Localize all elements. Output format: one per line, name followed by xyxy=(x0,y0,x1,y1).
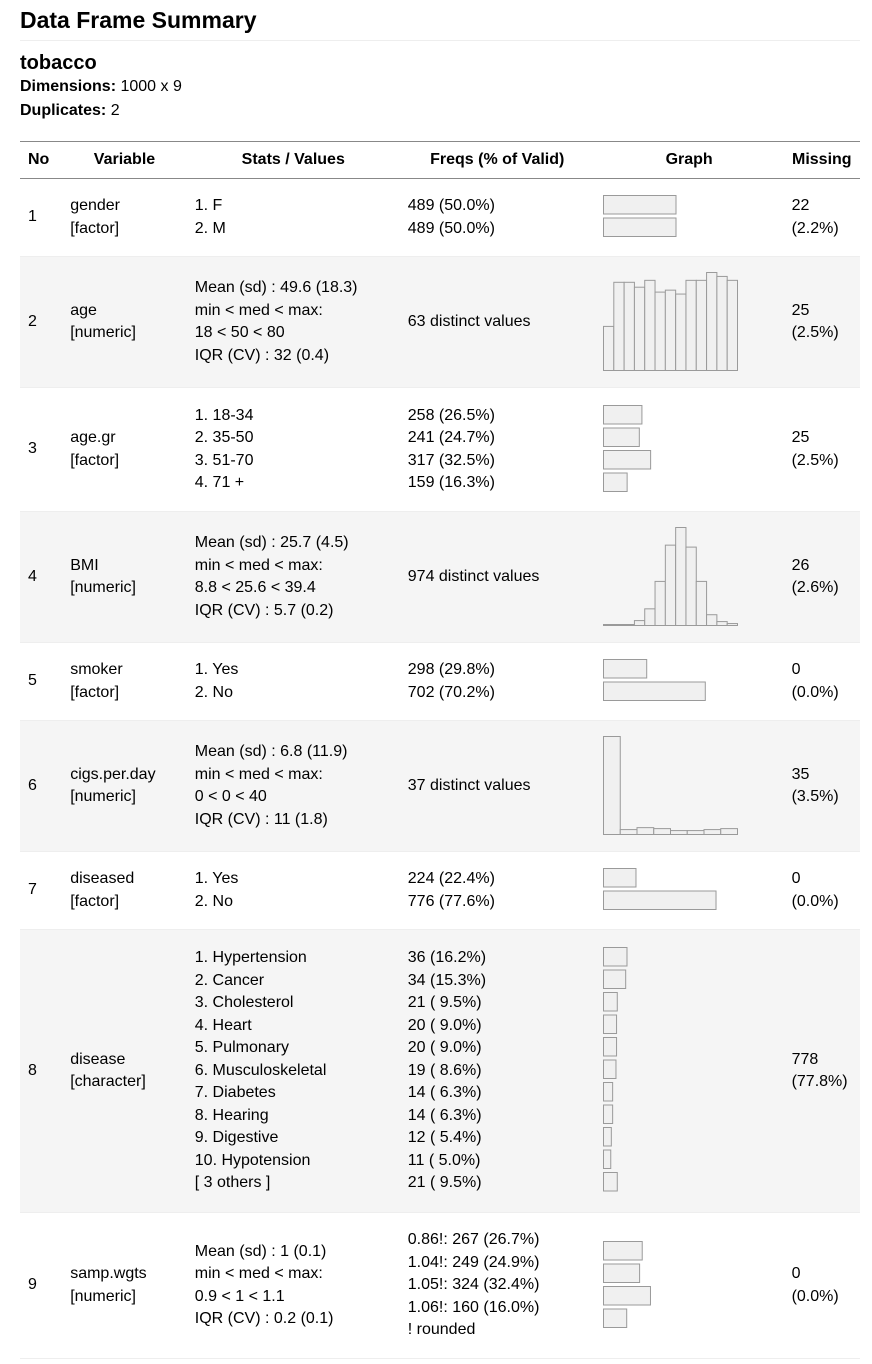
stats-line: 7. Diabetes xyxy=(194,1084,276,1102)
histogram xyxy=(603,272,743,372)
variable-cell xyxy=(62,852,187,930)
graph-cell xyxy=(595,257,784,388)
freqs-cell xyxy=(400,1213,595,1359)
variable-type: [numeric] xyxy=(70,788,136,805)
freq-line: 776 (77.6%) xyxy=(407,892,495,910)
stats-line: 3. Cholesterol xyxy=(194,994,294,1012)
freq-line: 14 ( 6.3%) xyxy=(407,1084,482,1102)
missing-percent: (2.5%) xyxy=(791,324,839,341)
stats-cell xyxy=(187,179,400,257)
variable-type: [numeric] xyxy=(70,1287,136,1305)
variable-type: [factor] xyxy=(70,683,120,701)
variable-name: age.gr xyxy=(70,429,116,446)
histogram-bar xyxy=(624,625,634,626)
freq-line: 258 (26.5%) xyxy=(407,406,495,424)
stats-line: 1. 18-34 xyxy=(194,406,254,424)
freq-bar xyxy=(603,196,676,215)
freq-bar xyxy=(603,1241,642,1260)
col-header-no: No xyxy=(20,142,62,179)
histogram xyxy=(603,736,743,836)
variable-name: gender xyxy=(70,197,121,214)
freq-bar xyxy=(603,473,627,492)
stats-line: Mean (sd) : 25.7 (4.5) xyxy=(194,534,349,551)
histogram-bar xyxy=(603,625,613,626)
stats-line: 6. Musculoskeletal xyxy=(194,1061,327,1079)
stats-line: 2. No xyxy=(194,683,234,701)
table-row xyxy=(20,1213,860,1359)
stats-line: min < med < max: xyxy=(194,556,323,574)
table-row xyxy=(20,721,860,852)
stats-line: min < med < max: xyxy=(194,301,323,319)
duplicates-value: 2 xyxy=(110,102,120,119)
variable-cell xyxy=(62,388,187,512)
stats-line: 8.8 < 25.6 < 39.4 xyxy=(194,579,316,596)
freq-line: 19 ( 8.6%) xyxy=(407,1061,482,1079)
variable-name: age xyxy=(70,301,97,319)
freq-line: 34 (15.3%) xyxy=(407,971,487,989)
histogram-bar xyxy=(717,276,727,370)
freq-bar xyxy=(603,218,676,237)
missing-percent: (0.0%) xyxy=(791,892,839,910)
variable-type: [factor] xyxy=(70,219,120,237)
variable-cell xyxy=(62,721,187,852)
stats-line: min < med < max: xyxy=(194,765,323,783)
freq-line: 36 (16.2%) xyxy=(407,949,487,967)
variable-name: smoker xyxy=(70,661,123,678)
graph-cell xyxy=(595,1213,784,1359)
stats-line: 2. M xyxy=(194,219,226,237)
variable-cell xyxy=(62,643,187,721)
stats-line: IQR (CV) : 5.7 (0.2) xyxy=(194,601,334,619)
stats-cell xyxy=(187,721,400,852)
freq-line: 159 (16.3%) xyxy=(407,474,495,491)
variable-type: [numeric] xyxy=(70,324,136,341)
variable-cell xyxy=(62,179,187,257)
variable-name: disease xyxy=(70,1050,126,1068)
freq-line: 37 distinct values xyxy=(407,776,531,794)
dimensions-value: 1000 x 9 xyxy=(120,78,182,95)
col-header-graph: Graph xyxy=(595,142,784,179)
graph-cell xyxy=(595,721,784,852)
variable-type: [character] xyxy=(70,1073,146,1090)
stats-line: 0 < 0 < 40 xyxy=(194,788,267,805)
stats-line: 2. No xyxy=(194,892,234,910)
summary-table xyxy=(20,141,860,1359)
missing-percent: (3.5%) xyxy=(791,788,839,805)
freq-bar xyxy=(603,970,625,989)
stats-line: min < med < max: xyxy=(194,1265,323,1282)
variable-name: diseased xyxy=(70,870,135,887)
bar-graph xyxy=(603,947,753,1195)
stats-line: 9. Digestive xyxy=(194,1129,279,1147)
bar-graph xyxy=(603,1241,753,1331)
histogram-bar xyxy=(653,829,670,835)
freq-line: 489 (50.0%) xyxy=(407,219,495,237)
stats-line: 2. 35-50 xyxy=(194,429,254,446)
stats-line: IQR (CV) : 0.2 (0.1) xyxy=(194,1310,334,1327)
freqs-cell xyxy=(400,512,595,643)
col-header-variable: Variable xyxy=(62,142,187,179)
freq-line: 21 ( 9.5%) xyxy=(407,1174,482,1192)
duplicates-line xyxy=(20,99,860,123)
histogram-bar xyxy=(634,287,644,370)
histogram-bar xyxy=(706,615,716,626)
freqs-cell xyxy=(400,721,595,852)
stats-cell xyxy=(187,643,400,721)
bar-graph xyxy=(603,195,753,240)
histogram-bar xyxy=(603,737,620,835)
histogram-bar xyxy=(686,547,696,625)
table-header-row xyxy=(20,142,860,179)
freq-bar xyxy=(603,891,716,910)
stats-line: 1. Yes xyxy=(194,661,239,678)
freqs-cell xyxy=(400,852,595,930)
variable-type: [factor] xyxy=(70,451,120,469)
table-row xyxy=(20,643,860,721)
histogram-bar xyxy=(720,829,737,835)
histogram-bar xyxy=(665,545,675,625)
stats-cell xyxy=(187,852,400,930)
freq-line: 241 (24.7%) xyxy=(407,429,495,446)
stats-line: 18 < 50 < 80 xyxy=(194,324,285,341)
graph-cell xyxy=(595,930,784,1213)
bar-graph xyxy=(603,405,753,495)
histogram-bar xyxy=(696,280,706,370)
row-number: 4 xyxy=(20,512,62,643)
histogram-bar xyxy=(613,282,623,370)
histogram-bar xyxy=(675,294,685,370)
histogram-bar xyxy=(665,290,675,370)
variable-name: samp.wgts xyxy=(70,1265,147,1282)
stats-line: 2. Cancer xyxy=(194,971,265,989)
histogram-bar xyxy=(624,282,634,370)
freqs-cell xyxy=(400,179,595,257)
stats-line: Mean (sd) : 49.6 (18.3) xyxy=(194,279,358,296)
stats-line: IQR (CV) : 32 (0.4) xyxy=(194,346,330,364)
col-header-freqs: Freqs (% of Valid) xyxy=(400,142,595,179)
variable-cell xyxy=(62,1213,187,1359)
histogram-bar xyxy=(644,280,654,370)
histogram-bar xyxy=(644,609,654,626)
freq-line: 0.86!: 267 (26.7%) xyxy=(407,1231,540,1249)
missing-count: 25 xyxy=(791,429,810,446)
title-divider xyxy=(20,40,860,41)
histogram-bar xyxy=(675,528,685,626)
histogram-bar xyxy=(687,831,704,835)
freq-line: 1.04!: 249 (24.9%) xyxy=(407,1253,540,1271)
row-number: 2 xyxy=(20,257,62,388)
missing-cell xyxy=(784,179,860,257)
missing-cell xyxy=(784,512,860,643)
bar-graph xyxy=(603,659,753,704)
histogram-bar xyxy=(727,280,737,370)
missing-cell xyxy=(784,643,860,721)
stats-line: IQR (CV) : 11 (1.8) xyxy=(194,810,328,828)
stats-cell xyxy=(187,388,400,512)
freq-bar xyxy=(603,682,705,701)
freq-bar xyxy=(603,948,626,967)
table-row xyxy=(20,388,860,512)
freq-line: 974 distinct values xyxy=(407,567,540,585)
stats-line: 4. Heart xyxy=(194,1016,252,1034)
histogram-bar xyxy=(655,292,665,370)
graph-cell xyxy=(595,388,784,512)
histogram-bar xyxy=(706,273,716,371)
missing-percent: (0.0%) xyxy=(791,1287,839,1305)
freq-bar xyxy=(603,660,646,679)
missing-count: 0 xyxy=(791,870,801,887)
histogram-bar xyxy=(613,625,623,626)
table-row xyxy=(20,930,860,1213)
dimensions-line xyxy=(20,75,860,99)
missing-cell xyxy=(784,388,860,512)
variable-name: cigs.per.day xyxy=(70,765,156,783)
row-number: 9 xyxy=(20,1213,62,1359)
table-row xyxy=(20,852,860,930)
missing-percent: (2.6%) xyxy=(791,579,839,596)
stats-line: 8. Hearing xyxy=(194,1106,269,1124)
missing-count: 25 xyxy=(791,301,810,319)
freq-bar xyxy=(603,1038,616,1057)
missing-percent: (2.5%) xyxy=(791,451,839,469)
table-row xyxy=(20,179,860,257)
freq-line: 702 (70.2%) xyxy=(407,683,495,701)
stats-line: [ 3 others ] xyxy=(194,1174,271,1192)
freqs-cell xyxy=(400,643,595,721)
row-number: 5 xyxy=(20,643,62,721)
variable-cell xyxy=(62,257,187,388)
freq-line: 11 ( 5.0%) xyxy=(407,1151,481,1169)
stats-line: Mean (sd) : 6.8 (11.9) xyxy=(194,743,348,760)
missing-count: 778 xyxy=(791,1050,819,1068)
freq-line: 20 ( 9.0%) xyxy=(407,1016,482,1034)
graph-cell xyxy=(595,512,784,643)
freq-bar xyxy=(603,450,650,469)
stats-cell xyxy=(187,512,400,643)
row-number: 6 xyxy=(20,721,62,852)
missing-count: 22 xyxy=(791,197,810,214)
stats-line: Mean (sd) : 1 (0.1) xyxy=(194,1242,327,1260)
missing-percent: (0.0%) xyxy=(791,683,839,701)
freq-bar xyxy=(603,1173,617,1192)
stats-line: 1. Hypertension xyxy=(194,949,307,967)
missing-cell xyxy=(784,930,860,1213)
freq-bar xyxy=(603,1286,650,1305)
freq-bar xyxy=(603,993,617,1012)
graph-cell xyxy=(595,643,784,721)
histogram-bar xyxy=(727,624,737,626)
missing-cell xyxy=(784,1213,860,1359)
dataset-name: tobacco xyxy=(20,52,97,74)
freq-bar xyxy=(603,869,635,888)
histogram-bar xyxy=(670,831,687,835)
variable-cell xyxy=(62,930,187,1213)
freq-bar xyxy=(603,405,641,424)
freq-line: ! rounded xyxy=(407,1321,476,1339)
freq-line: 298 (29.8%) xyxy=(407,661,495,678)
variable-type: [factor] xyxy=(70,892,120,910)
freq-line: 12 ( 5.4%) xyxy=(407,1129,482,1147)
stats-line: 10. Hypotension xyxy=(194,1151,311,1169)
freqs-cell xyxy=(400,930,595,1213)
histogram-bar xyxy=(655,581,665,625)
row-number: 1 xyxy=(20,179,62,257)
histogram-bar xyxy=(634,621,644,626)
graph-cell xyxy=(595,179,784,257)
row-number: 8 xyxy=(20,930,62,1213)
freq-line: 20 ( 9.0%) xyxy=(407,1039,482,1057)
freq-bar xyxy=(603,1150,610,1169)
row-number: 7 xyxy=(20,852,62,930)
table-row xyxy=(20,512,860,643)
freq-line: 21 ( 9.5%) xyxy=(407,994,482,1012)
freqs-cell xyxy=(400,257,595,388)
histogram-bar xyxy=(637,828,654,835)
missing-cell xyxy=(784,257,860,388)
freq-bar xyxy=(603,1128,611,1147)
duplicates-label: Duplicates: xyxy=(20,102,107,119)
stats-cell xyxy=(187,1213,400,1359)
graph-cell xyxy=(595,852,784,930)
freq-bar xyxy=(603,1015,616,1034)
variable-name: BMI xyxy=(70,556,99,574)
missing-count: 0 xyxy=(791,661,801,678)
histogram-bar xyxy=(696,581,706,625)
histogram-bar xyxy=(717,622,727,626)
freqs-cell xyxy=(400,388,595,512)
variable-cell xyxy=(62,512,187,643)
freq-bar xyxy=(603,428,639,447)
missing-percent: (77.8%) xyxy=(791,1073,848,1090)
stats-cell xyxy=(187,257,400,388)
page-title: Data Frame Summary xyxy=(20,7,257,33)
histogram xyxy=(603,527,743,627)
variable-type: [numeric] xyxy=(70,579,136,596)
freq-line: 224 (22.4%) xyxy=(407,870,495,887)
col-header-missing: Missing xyxy=(784,142,860,179)
freq-bar xyxy=(603,1105,612,1124)
stats-line: 3. 51-70 xyxy=(194,451,254,469)
stats-line: 4. 71 + xyxy=(194,474,245,491)
freq-line: 1.06!: 160 (16.0%) xyxy=(407,1298,540,1316)
col-header-stats: Stats / Values xyxy=(187,142,400,179)
freq-bar xyxy=(603,1264,639,1283)
row-number: 3 xyxy=(20,388,62,512)
histogram-bar xyxy=(704,830,721,835)
freq-bar xyxy=(603,1309,626,1328)
missing-cell xyxy=(784,852,860,930)
missing-count: 26 xyxy=(791,556,810,574)
stats-line: 0.9 < 1 < 1.1 xyxy=(194,1287,285,1305)
freq-line: 14 ( 6.3%) xyxy=(407,1106,482,1124)
dimensions-label: Dimensions: xyxy=(20,78,117,95)
missing-cell xyxy=(784,721,860,852)
freq-line: 489 (50.0%) xyxy=(407,197,495,214)
stats-cell xyxy=(187,930,400,1213)
freq-line: 1.05!: 324 (32.4%) xyxy=(407,1276,540,1294)
bar-graph xyxy=(603,868,753,913)
missing-count: 35 xyxy=(791,765,810,783)
freq-bar xyxy=(603,1060,615,1079)
stats-line: 1. Yes xyxy=(194,870,239,887)
histogram-bar xyxy=(686,280,696,370)
freq-line: 317 (32.5%) xyxy=(407,451,495,469)
stats-line: 5. Pulmonary xyxy=(194,1039,290,1057)
histogram-bar xyxy=(603,326,613,370)
histogram-bar xyxy=(620,830,637,835)
table-row xyxy=(20,257,860,388)
stats-line: 1. F xyxy=(194,197,223,214)
missing-percent: (2.2%) xyxy=(791,219,839,237)
table-body xyxy=(20,179,860,1359)
freq-bar xyxy=(603,1083,612,1102)
missing-count: 0 xyxy=(791,1265,801,1282)
freq-line: 63 distinct values xyxy=(407,312,531,330)
